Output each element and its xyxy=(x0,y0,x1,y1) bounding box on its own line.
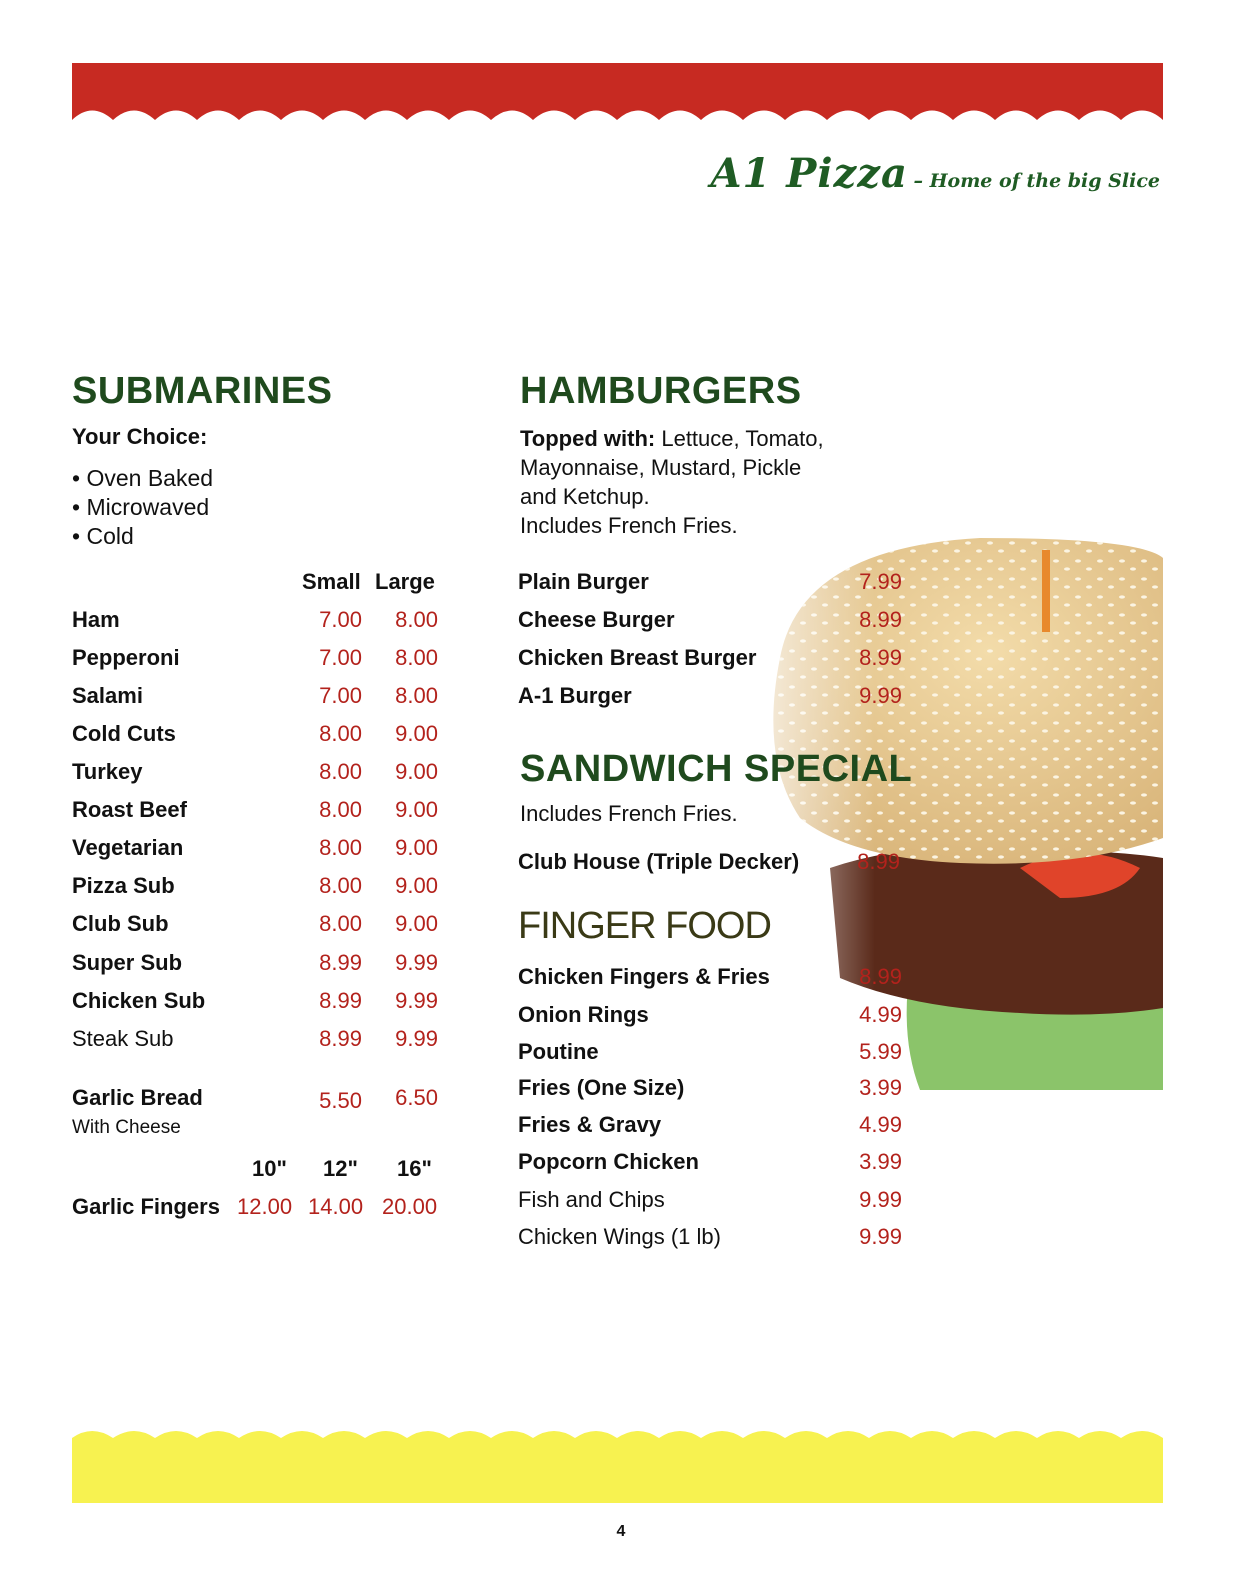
price-small: 8.99 xyxy=(319,950,362,975)
item-name: Pizza Sub xyxy=(72,873,175,898)
item-price: 8.99 xyxy=(859,645,902,670)
list-item: • Oven Baked xyxy=(72,464,213,493)
menu-row xyxy=(518,1039,904,1069)
price-small: 8.00 xyxy=(319,911,362,936)
price-small: 7.00 xyxy=(319,645,362,670)
item-price: 9.99 xyxy=(859,1187,902,1212)
brand-header xyxy=(710,150,1160,197)
price-large: 8.00 xyxy=(395,607,438,632)
price-small: 8.99 xyxy=(319,1026,362,1051)
topped-text: and Ketchup. xyxy=(520,484,650,509)
menu-row xyxy=(518,1224,904,1254)
item-name: Fries & Gravy xyxy=(518,1112,662,1137)
menu-row xyxy=(518,849,902,879)
price-small: 8.00 xyxy=(319,797,362,822)
item-name: Chicken Sub xyxy=(72,988,206,1013)
item-name: Vegetarian xyxy=(72,835,184,860)
topped-text: Mayonnaise, Mustard, Pickle xyxy=(520,455,802,480)
menu-row xyxy=(518,607,904,637)
menu-row xyxy=(72,683,442,713)
size-header: 12" xyxy=(323,1156,358,1181)
item-name: Pepperoni xyxy=(72,645,180,670)
item-price: 7.99 xyxy=(859,569,902,594)
menu-row xyxy=(518,1187,904,1217)
list-item: • Cold xyxy=(72,522,213,551)
price-small: 8.00 xyxy=(319,835,362,860)
menu-row xyxy=(518,645,904,675)
menu-row xyxy=(72,1085,442,1115)
menu-row xyxy=(72,797,442,827)
item-name: Super Sub xyxy=(72,950,183,975)
sandwich-includes-text: Includes French Fries. xyxy=(520,801,738,826)
page-number: 4 xyxy=(616,1523,626,1540)
list-item: • Microwaved xyxy=(72,493,213,522)
menu-row xyxy=(72,950,442,980)
your-choice-label: Your Choice: xyxy=(72,424,208,449)
item-price: 3.99 xyxy=(859,1075,902,1100)
price-small: 8.99 xyxy=(319,988,362,1013)
price-large: 9.99 xyxy=(395,988,438,1013)
item-name: Fish and Chips xyxy=(518,1187,665,1212)
cooking-choice-list xyxy=(72,464,213,551)
item-name: Popcorn Chicken xyxy=(518,1149,699,1174)
item-price: 9.99 xyxy=(859,683,902,708)
item-name: Poutine xyxy=(518,1039,599,1064)
menu-row xyxy=(72,873,442,903)
hamburgers-heading: HAMBURGERS xyxy=(520,370,802,412)
menu-row xyxy=(72,835,442,865)
price-large: 6.50 xyxy=(395,1085,438,1110)
item-name: Chicken Fingers & Fries xyxy=(518,964,770,989)
item-price: 4.99 xyxy=(859,1112,902,1137)
menu-row xyxy=(518,569,904,599)
price-large: 9.99 xyxy=(395,1026,438,1051)
menu-row xyxy=(518,1149,904,1179)
item-name: A-1 Burger xyxy=(518,683,632,708)
item-price: 3.99 xyxy=(859,1149,902,1174)
menu-row xyxy=(72,759,442,789)
item-name: Salami xyxy=(72,683,143,708)
item-name: Plain Burger xyxy=(518,569,649,594)
menu-row xyxy=(72,911,442,941)
price-small: 8.00 xyxy=(319,873,362,898)
size-header: 10" xyxy=(252,1156,287,1181)
price-large: 9.00 xyxy=(395,797,438,822)
price-large: 9.00 xyxy=(395,721,438,746)
item-name: Club Sub xyxy=(72,911,169,936)
item-name: Roast Beef xyxy=(72,797,187,822)
topped-with-label: Topped with: xyxy=(520,426,656,451)
item-name: Cheese Burger xyxy=(518,607,675,632)
price-small: 8.00 xyxy=(319,721,362,746)
bottom-yellow-banner xyxy=(72,1428,1163,1503)
item-name: Fries (One Size) xyxy=(518,1075,685,1100)
item-name: Turkey xyxy=(72,759,143,784)
price-large: 8.00 xyxy=(395,683,438,708)
finger-food-heading: FINGER FOOD xyxy=(518,905,771,947)
price-large: 9.00 xyxy=(395,759,438,784)
menu-row xyxy=(72,988,442,1018)
brand-name: A1 Pizza xyxy=(710,150,908,197)
item-name: Cold Cuts xyxy=(72,721,176,746)
price-16in: 20.00 xyxy=(382,1194,438,1219)
item-name: Chicken Breast Burger xyxy=(518,645,757,670)
item-name: Onion Rings xyxy=(518,1002,649,1027)
price-large: 9.99 xyxy=(395,950,438,975)
submarines-heading: SUBMARINES xyxy=(72,370,333,412)
item-name: Club House (Triple Decker) xyxy=(518,849,800,874)
menu-row xyxy=(72,1026,442,1056)
col-large-header: Large xyxy=(375,569,435,594)
menu-row xyxy=(72,645,442,675)
price-small: 8.00 xyxy=(319,759,362,784)
price-large: 9.00 xyxy=(395,911,438,936)
item-price: 8.99 xyxy=(859,964,902,989)
top-red-banner xyxy=(72,63,1163,125)
garlic-fingers-name: Garlic Fingers xyxy=(72,1194,220,1219)
price-small: 7.00 xyxy=(319,683,362,708)
menu-row xyxy=(518,964,904,994)
menu-row xyxy=(518,1002,904,1032)
price-large: 9.00 xyxy=(395,835,438,860)
item-name: Chicken Wings (1 lb) xyxy=(518,1224,721,1249)
menu-row xyxy=(518,1075,904,1105)
item-price: 9.99 xyxy=(859,1224,902,1249)
price-10in: 12.00 xyxy=(237,1194,293,1219)
hamburgers-description xyxy=(520,424,824,540)
item-price: 4.99 xyxy=(859,1002,902,1027)
price-small: 7.00 xyxy=(319,607,362,632)
menu-row xyxy=(72,607,442,637)
topped-text: Lettuce, Tomato, xyxy=(655,426,824,451)
garlic-bread-note: With Cheese xyxy=(72,1117,181,1138)
price-12in: 14.00 xyxy=(308,1194,364,1219)
menu-row xyxy=(518,683,904,713)
includes-text: Includes French Fries. xyxy=(520,513,738,538)
price-small: 5.50 xyxy=(319,1088,362,1113)
item-name: Garlic Bread xyxy=(72,1085,203,1110)
menu-row xyxy=(518,1112,904,1142)
item-price: 8.99 xyxy=(857,849,900,874)
sandwich-special-heading: SANDWICH SPECIAL xyxy=(520,748,913,790)
item-name: Steak Sub xyxy=(72,1026,174,1051)
item-price: 8.99 xyxy=(859,607,902,632)
size-header: 16" xyxy=(397,1156,432,1181)
price-large: 8.00 xyxy=(395,645,438,670)
col-small-header: Small xyxy=(302,569,361,594)
price-large: 9.00 xyxy=(395,873,438,898)
menu-row xyxy=(72,721,442,751)
item-price: 5.99 xyxy=(859,1039,902,1064)
item-name: Ham xyxy=(72,607,120,632)
brand-tagline: – Home of the big Slice xyxy=(913,170,1160,192)
